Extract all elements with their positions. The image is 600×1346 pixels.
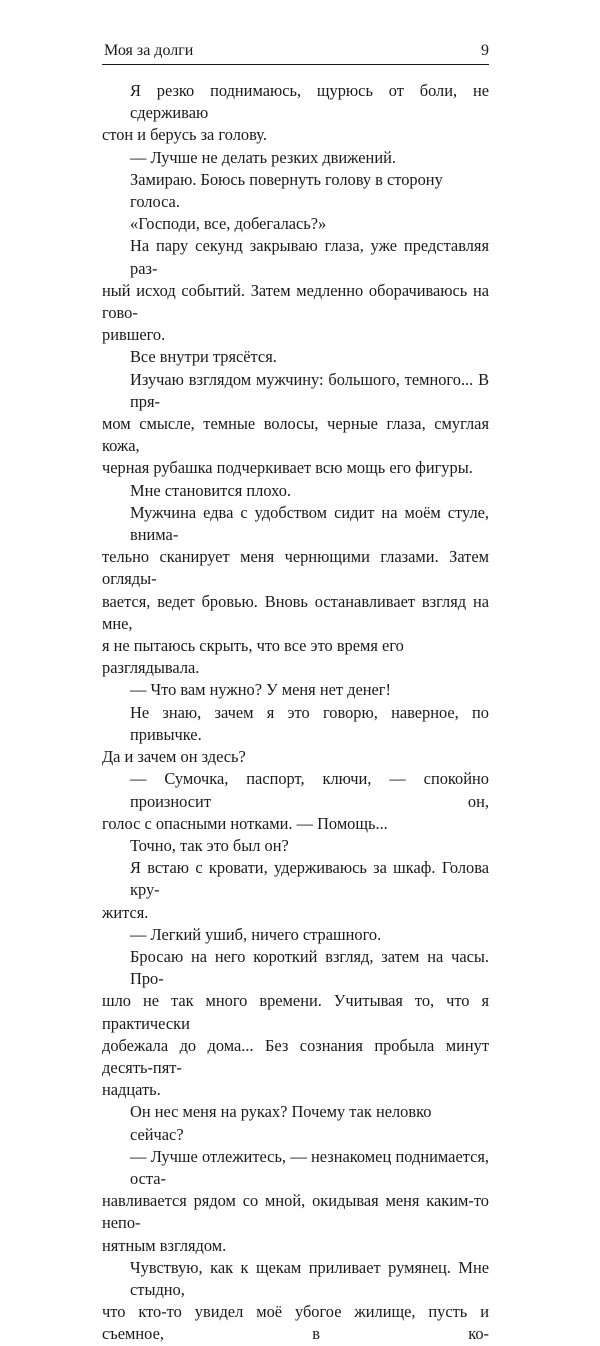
text-line: вается, ведет бровью. Вновь останавливает взгляд на мне, bbox=[102, 591, 489, 633]
page-number: 9 bbox=[481, 42, 489, 59]
text-line: Замираю. Боюсь повернуть голову в сторону голоса. bbox=[130, 169, 443, 212]
text-line: Все внутри трясётся. bbox=[130, 347, 277, 367]
text-line: Да и зачем он здесь? bbox=[102, 747, 246, 767]
text-line: шло не так много времени. Учитывая то, что я практически bbox=[102, 991, 489, 1033]
body-text bbox=[102, 80, 489, 1346]
text-line: ный исход событий. Затем медленно оборачиваюсь на гово- bbox=[102, 280, 489, 323]
text-line: — Сумочка, паспорт, ключи, — спокойно произносит он, bbox=[130, 769, 489, 811]
text-line: На пару секунд закрываю глаза, уже представляя раз- bbox=[130, 236, 489, 278]
text-line: Я встаю с кровати, удерживаюсь за шкаф. Голова кру- bbox=[130, 858, 489, 900]
text-line: стон и берусь за голову. bbox=[102, 125, 267, 145]
text-line: мом смысле, темные волосы, черные глаза, смуглая кожа, bbox=[102, 414, 489, 456]
text-line: — Лучше отлежитесь, — незнакомец поднимается, оста- bbox=[130, 1146, 489, 1188]
text-line: Изучаю взглядом мужчину: большого, темного... В пря- bbox=[130, 369, 489, 411]
text-line: — Лучше не делать резких движений. bbox=[130, 147, 396, 167]
page-header bbox=[102, 42, 489, 64]
text-line: Бросаю на него короткий взгляд, затем на часы. Про- bbox=[130, 946, 489, 989]
text-line: я не пытаюсь скрыть, что все это время его разглядывала. bbox=[102, 636, 404, 678]
text-line: нятным взглядом. bbox=[102, 1235, 227, 1255]
text-line: черная рубашка подчеркивает всю мощь его фигуры. bbox=[102, 458, 473, 478]
text-line: Мужчина едва с удобством сидит на моём стуле, внима- bbox=[130, 502, 489, 545]
text-line: Чувствую, как к щекам приливает румянец. Мне стыдно, bbox=[130, 1257, 489, 1299]
text-line: рившего. bbox=[102, 325, 166, 345]
text-line: Не знаю, зачем я это говорю, наверное, по привычке. bbox=[130, 702, 489, 744]
text-line: надцать. bbox=[102, 1080, 161, 1100]
header-rule bbox=[102, 64, 489, 65]
text-line: голос с опасными нотками. — Помощь... bbox=[102, 813, 388, 833]
text-line: — Легкий ушиб, ничего страшного. bbox=[130, 924, 382, 944]
text-line: тельно сканирует меня чернющими глазами. Затем огляды- bbox=[102, 547, 489, 589]
text-line: что кто-то увидел моё убогое жилище, пусть и съемное, в ко- bbox=[102, 1302, 489, 1344]
running-title: Моя за долги bbox=[104, 42, 194, 59]
text-line: Мне становится плохо. bbox=[130, 480, 291, 500]
text-line: Он нес меня на руках? Почему так неловко сейчас? bbox=[130, 1102, 432, 1144]
text-line: добежала до дома... Без сознания пробыла минут десять-пят- bbox=[102, 1035, 489, 1077]
text-line: Я резко поднимаюсь, щурюсь от боли, не сдерживаю bbox=[130, 81, 489, 123]
text-line: жится. bbox=[102, 902, 149, 922]
text-line: Точно, так это был он? bbox=[130, 835, 289, 855]
text-line: навливается рядом со мной, окидывая меня каким-то непо- bbox=[102, 1191, 489, 1233]
text-line: — Что вам нужно? У меня нет денег! bbox=[130, 680, 391, 700]
text-line: «Господи, все, добегалась?» bbox=[130, 214, 327, 234]
